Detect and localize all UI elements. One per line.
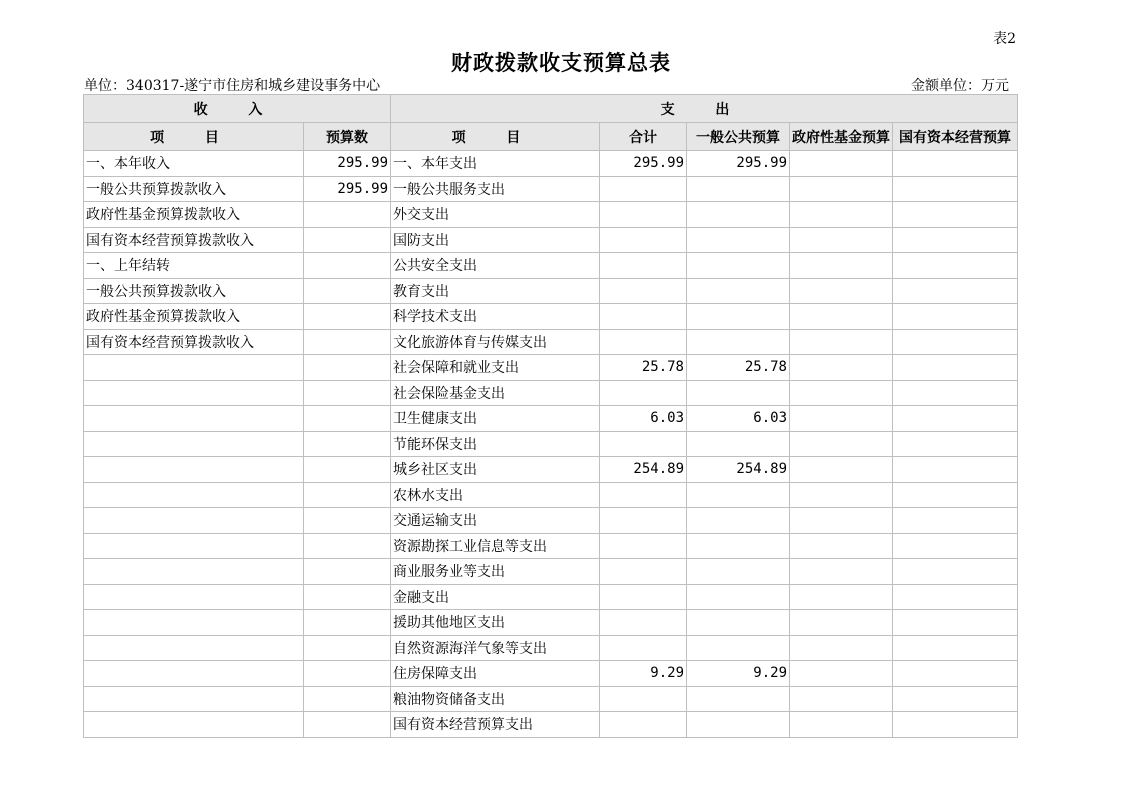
expense-item-cell: 公共安全支出 [391, 253, 600, 279]
gov-fund-header: 政府性基金预算 [790, 123, 893, 151]
gov-fund-cell [790, 661, 893, 687]
income-budget-cell [304, 559, 391, 585]
state-capital-cell [893, 686, 1018, 712]
income-item-cell [84, 533, 304, 559]
gov-fund-cell [790, 508, 893, 534]
income-budget-cell [304, 661, 391, 687]
income-budget-cell [304, 712, 391, 738]
general-budget-cell [687, 202, 790, 228]
state-capital-cell [893, 278, 1018, 304]
income-budget-cell [304, 686, 391, 712]
income-budget-cell [304, 533, 391, 559]
unit-label: 单位：340317-遂宁市住房和城乡建设事务中心 [84, 78, 381, 94]
table-row [84, 482, 1018, 508]
expense-item-cell: 科学技术支出 [391, 304, 600, 330]
expense-item-cell: 一、本年支出 [391, 151, 600, 177]
gov-fund-cell [790, 712, 893, 738]
general-budget-cell [687, 686, 790, 712]
state-capital-cell [893, 380, 1018, 406]
gov-fund-cell [790, 380, 893, 406]
income-item-cell: 一、本年收入 [84, 151, 304, 177]
state-capital-cell [893, 355, 1018, 381]
table-row [84, 253, 1018, 279]
table-number: 表2 [993, 31, 1016, 47]
income-item-cell [84, 610, 304, 636]
income-item-cell [84, 508, 304, 534]
total-cell [600, 253, 687, 279]
general-budget-cell [687, 712, 790, 738]
general-budget-cell [687, 635, 790, 661]
expense-item-cell: 粮油物资储备支出 [391, 686, 600, 712]
general-budget-cell: 6.03 [687, 406, 790, 432]
income-item-cell [84, 584, 304, 610]
table-row [84, 584, 1018, 610]
table-row [84, 559, 1018, 585]
state-capital-cell [893, 610, 1018, 636]
income-budget-cell [304, 508, 391, 534]
income-item-cell: 一般公共预算拨款收入 [84, 278, 304, 304]
gov-fund-cell [790, 431, 893, 457]
state-capital-cell [893, 253, 1018, 279]
table-row [84, 355, 1018, 381]
expense-group-header: 支 出 [391, 95, 1018, 123]
state-capital-cell [893, 482, 1018, 508]
total-cell [600, 227, 687, 253]
income-budget-cell [304, 253, 391, 279]
state-capital-cell [893, 304, 1018, 330]
state-capital-cell [893, 227, 1018, 253]
general-budget-cell [687, 559, 790, 585]
income-budget-cell [304, 406, 391, 432]
expense-item-cell: 城乡社区支出 [391, 457, 600, 483]
table-row [84, 457, 1018, 483]
income-item-cell [84, 712, 304, 738]
general-budget-cell [687, 253, 790, 279]
total-cell [600, 202, 687, 228]
state-capital-cell [893, 457, 1018, 483]
table-row [84, 610, 1018, 636]
state-capital-cell [893, 329, 1018, 355]
state-capital-cell [893, 533, 1018, 559]
state-capital-cell [893, 176, 1018, 202]
general-budget-cell [687, 227, 790, 253]
general-budget-cell [687, 278, 790, 304]
group-header-row [84, 95, 1018, 123]
income-budget-cell [304, 380, 391, 406]
income-item-cell: 国有资本经营预算拨款收入 [84, 329, 304, 355]
expense-item-cell: 自然资源海洋气象等支出 [391, 635, 600, 661]
expense-item-cell: 卫生健康支出 [391, 406, 600, 432]
total-cell [600, 176, 687, 202]
income-item-cell [84, 380, 304, 406]
table-row [84, 176, 1018, 202]
gov-fund-cell [790, 533, 893, 559]
general-budget-cell [687, 610, 790, 636]
total-cell [600, 278, 687, 304]
total-cell [600, 686, 687, 712]
general-budget-cell [687, 176, 790, 202]
table-row [84, 686, 1018, 712]
income-budget-cell [304, 431, 391, 457]
table-row [84, 329, 1018, 355]
state-capital-cell [893, 559, 1018, 585]
gov-fund-cell [790, 329, 893, 355]
table-row [84, 406, 1018, 432]
expense-item-cell: 商业服务业等支出 [391, 559, 600, 585]
gov-fund-cell [790, 176, 893, 202]
income-budget-header: 预算数 [304, 123, 391, 151]
state-capital-cell [893, 202, 1018, 228]
gov-fund-cell [790, 482, 893, 508]
gov-fund-cell [790, 559, 893, 585]
expense-item-cell: 住房保障支出 [391, 661, 600, 687]
income-budget-cell [304, 278, 391, 304]
expense-item-cell: 援助其他地区支出 [391, 610, 600, 636]
gov-fund-cell [790, 355, 893, 381]
expense-item-cell: 国有资本经营预算支出 [391, 712, 600, 738]
general-budget-cell [687, 482, 790, 508]
table-row [84, 712, 1018, 738]
general-budget-cell [687, 329, 790, 355]
table-row [84, 202, 1018, 228]
income-item-cell [84, 482, 304, 508]
general-budget-cell [687, 304, 790, 330]
gov-fund-cell [790, 304, 893, 330]
income-item-cell [84, 457, 304, 483]
general-budget-cell [687, 431, 790, 457]
state-capital-cell [893, 431, 1018, 457]
income-item-header: 项 目 [84, 123, 304, 151]
expense-item-cell: 社会保障和就业支出 [391, 355, 600, 381]
income-item-cell [84, 686, 304, 712]
total-cell [600, 559, 687, 585]
table-row [84, 380, 1018, 406]
general-budget-cell: 9.29 [687, 661, 790, 687]
income-budget-cell [304, 584, 391, 610]
state-capital-cell [893, 584, 1018, 610]
income-budget-cell [304, 304, 391, 330]
general-budget-cell [687, 533, 790, 559]
income-item-cell [84, 406, 304, 432]
state-capital-header: 国有资本经营预算 [893, 123, 1018, 151]
expense-item-cell: 节能环保支出 [391, 431, 600, 457]
expense-item-cell: 国防支出 [391, 227, 600, 253]
income-item-cell: 政府性基金预算拨款收入 [84, 202, 304, 228]
table-row [84, 278, 1018, 304]
total-cell [600, 533, 687, 559]
table-row [84, 508, 1018, 534]
income-item-cell: 政府性基金预算拨款收入 [84, 304, 304, 330]
general-budget-cell [687, 584, 790, 610]
gov-fund-cell [790, 686, 893, 712]
expense-item-cell: 交通运输支出 [391, 508, 600, 534]
total-cell: 295.99 [600, 151, 687, 177]
income-item-cell [84, 661, 304, 687]
gov-fund-cell [790, 635, 893, 661]
income-budget-cell [304, 635, 391, 661]
expense-item-cell: 农林水支出 [391, 482, 600, 508]
state-capital-cell [893, 508, 1018, 534]
budget-table [83, 94, 1018, 738]
table-row [84, 661, 1018, 687]
general-budget-cell: 295.99 [687, 151, 790, 177]
table-row [84, 304, 1018, 330]
income-item-cell [84, 635, 304, 661]
expense-item-cell: 外交支出 [391, 202, 600, 228]
gov-fund-cell [790, 584, 893, 610]
expense-item-cell: 一般公共服务支出 [391, 176, 600, 202]
table-row [84, 431, 1018, 457]
expense-item-cell: 教育支出 [391, 278, 600, 304]
state-capital-cell [893, 635, 1018, 661]
income-budget-cell: 295.99 [304, 151, 391, 177]
gov-fund-cell [790, 406, 893, 432]
total-cell [600, 304, 687, 330]
total-cell [600, 584, 687, 610]
total-cell: 254.89 [600, 457, 687, 483]
expense-item-header: 项 目 [391, 123, 600, 151]
expense-item-cell: 社会保险基金支出 [391, 380, 600, 406]
general-budget-cell: 25.78 [687, 355, 790, 381]
income-budget-cell [304, 227, 391, 253]
table-row [84, 635, 1018, 661]
income-item-cell [84, 559, 304, 585]
total-cell: 6.03 [600, 406, 687, 432]
total-cell [600, 380, 687, 406]
general-budget-header: 一般公共预算 [687, 123, 790, 151]
amount-unit-label: 金额单位：万元 [911, 78, 1009, 94]
state-capital-cell [893, 406, 1018, 432]
total-cell [600, 508, 687, 534]
income-budget-cell [304, 457, 391, 483]
state-capital-cell [893, 712, 1018, 738]
gov-fund-cell [790, 227, 893, 253]
income-budget-cell [304, 202, 391, 228]
total-cell [600, 712, 687, 738]
income-group-header: 收 入 [84, 95, 391, 123]
table-row [84, 151, 1018, 177]
income-budget-cell [304, 355, 391, 381]
total-cell [600, 610, 687, 636]
gov-fund-cell [790, 202, 893, 228]
column-header-row [84, 123, 1018, 151]
income-item-cell [84, 431, 304, 457]
income-item-cell: 一般公共预算拨款收入 [84, 176, 304, 202]
income-item-cell: 一、上年结转 [84, 253, 304, 279]
income-item-cell [84, 355, 304, 381]
total-cell [600, 329, 687, 355]
gov-fund-cell [790, 151, 893, 177]
total-cell: 9.29 [600, 661, 687, 687]
gov-fund-cell [790, 610, 893, 636]
gov-fund-cell [790, 457, 893, 483]
state-capital-cell [893, 151, 1018, 177]
expense-item-cell: 资源勘探工业信息等支出 [391, 533, 600, 559]
gov-fund-cell [790, 278, 893, 304]
income-item-cell: 国有资本经营预算拨款收入 [84, 227, 304, 253]
table-row [84, 533, 1018, 559]
state-capital-cell [893, 661, 1018, 687]
total-cell [600, 482, 687, 508]
table-row [84, 227, 1018, 253]
total-cell [600, 635, 687, 661]
income-budget-cell: 295.99 [304, 176, 391, 202]
income-budget-cell [304, 482, 391, 508]
income-budget-cell [304, 610, 391, 636]
total-header: 合计 [600, 123, 687, 151]
general-budget-cell [687, 380, 790, 406]
general-budget-cell: 254.89 [687, 457, 790, 483]
total-cell: 25.78 [600, 355, 687, 381]
total-cell [600, 431, 687, 457]
expense-item-cell: 金融支出 [391, 584, 600, 610]
gov-fund-cell [790, 253, 893, 279]
page-title: 财政拨款收支预算总表 [451, 51, 671, 75]
expense-item-cell: 文化旅游体育与传媒支出 [391, 329, 600, 355]
income-budget-cell [304, 329, 391, 355]
general-budget-cell [687, 508, 790, 534]
